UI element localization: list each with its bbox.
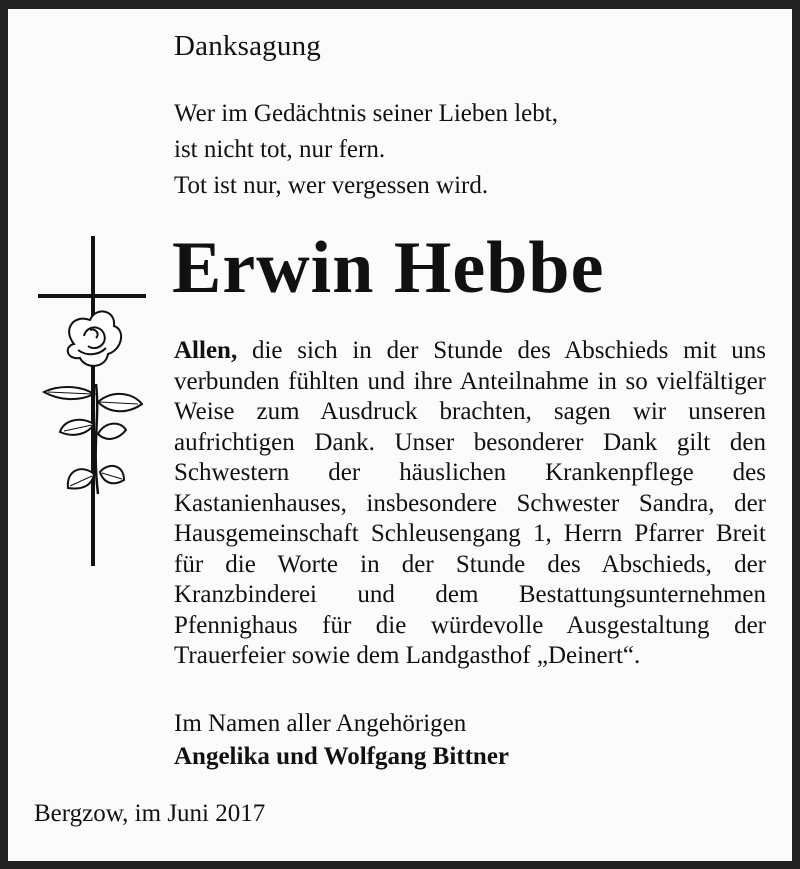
- signoff-line: Im Namen aller Angehörigen: [174, 710, 467, 737]
- motto-verse: [174, 96, 558, 204]
- motto-line: Wer im Gedächtnis seiner Lieben lebt,: [174, 100, 558, 127]
- motto-line: ist nicht tot, nur fern.: [174, 136, 386, 163]
- place-date: Bergzow, im Juni 2017: [34, 800, 266, 827]
- cross-with-rose-icon: [34, 234, 149, 569]
- motto-line: Tot ist nur, wer vergessen wird.: [174, 172, 489, 199]
- heading: Danksagung: [174, 30, 321, 62]
- acknowledgement-lead: Allen,: [174, 337, 238, 364]
- signoff: [174, 707, 509, 773]
- signoff-names: Angelika und Wolfgang Bittner: [174, 743, 510, 770]
- acknowledgement-body: die sich in der Stunde des Abschieds mit uns verbunden fühlten und ihre Anteilnahme in so vielfältiger Weise zum Ausdruck brachten, sagen wir unseren aufrichtigen Dank. Unser besonderer Dank gilt den Schwestern der häuslichen Krankenpflege des Kastanienhauses, insbesondere Schwester Sandra, der Hausgemeinschaft Schleusengang 1, Herrn Pfarrer Breit für die Worte in der Stunde des Abschieds, der Kranzbinderei und dem Bestattungsunternehmen Pfennighaus für die würdevolle Ausgestaltung der Trauerfeier sowie dem Landgasthof „Deinert“.: [174, 337, 766, 669]
- deceased-name: Erwin Hebbe: [172, 227, 605, 309]
- acknowledgement-text: [174, 336, 766, 672]
